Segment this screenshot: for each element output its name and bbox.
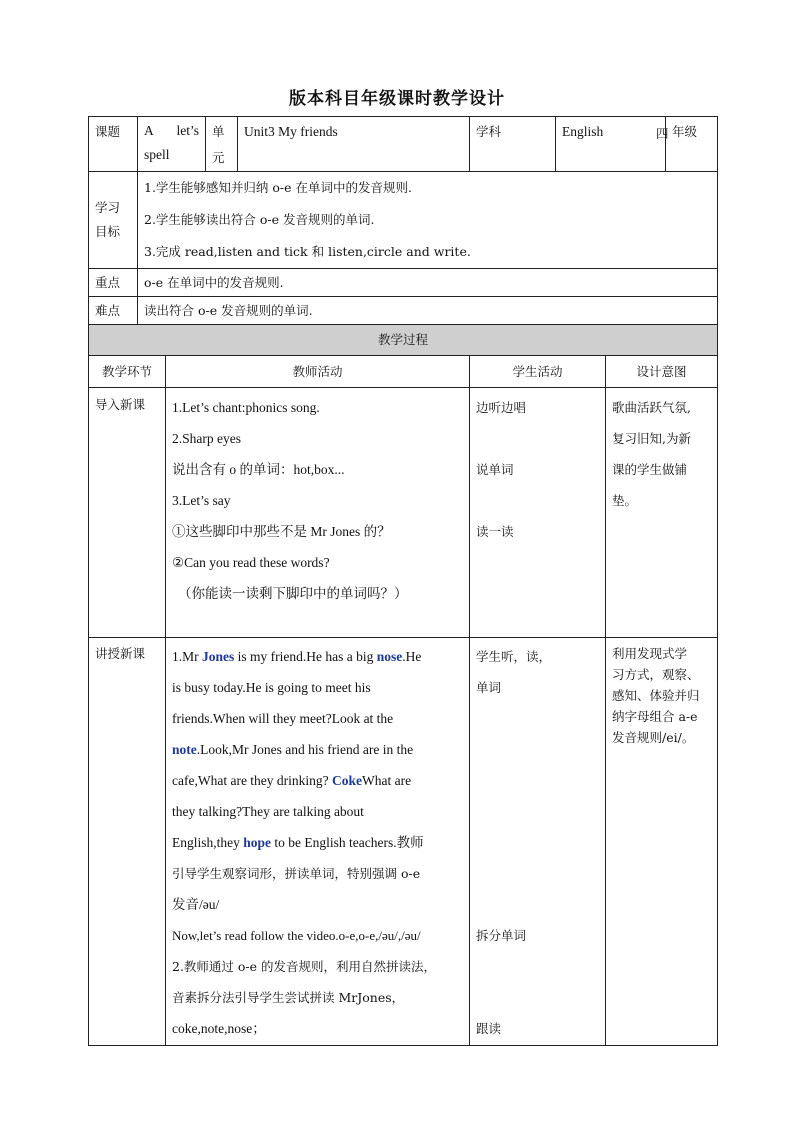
process-header: 教学过程 <box>89 325 718 356</box>
key-point-label: 重点 <box>89 269 138 297</box>
subject-label: 学科 <box>470 117 556 172</box>
objectives-label-2: 目标 <box>95 224 121 239</box>
student-line <box>476 827 599 858</box>
process-header-row <box>89 325 718 356</box>
difficulty-row <box>89 297 718 325</box>
topic-b: let’s <box>176 123 199 138</box>
student-line <box>476 951 599 982</box>
unit-value: Unit3 My friends <box>238 117 470 172</box>
objectives-label-1: 学习 <box>95 200 121 215</box>
teacher-line: 发音/əu/ <box>172 897 220 912</box>
student-line <box>476 765 599 796</box>
col-purpose: 设计意图 <box>606 356 718 388</box>
teacher-activity <box>166 388 470 638</box>
purpose-line: 课的学生做铺 <box>612 462 688 477</box>
teacher-line: note.Look,Mr Jones and his friend are in the <box>172 742 414 757</box>
teacher-line: 引导学生观察词形，拼读单词，特别强调 o-e <box>172 866 421 881</box>
lesson-plan-table <box>88 116 707 1046</box>
objectives-list <box>138 172 718 269</box>
student-line: 学生听，读， <box>476 649 552 664</box>
teacher-line: ①这些脚印中那些不是 Mr Jones 的？ <box>172 524 391 539</box>
purpose-line: 习方式，观察、 <box>612 667 700 682</box>
objectives-row <box>89 172 718 269</box>
student-line: 跟读 <box>476 1021 502 1036</box>
info-row <box>89 117 718 172</box>
student-line <box>476 858 599 889</box>
purpose-line: 垫。 <box>612 493 638 508</box>
col-teacher: 教师活动 <box>166 356 470 388</box>
teacher-line: they talking?They are talking about <box>172 804 364 819</box>
key-point-value: o-e 在单词中的发音规则. <box>138 269 718 297</box>
topic-c: spell <box>144 147 170 162</box>
topic-label: 课题 <box>89 117 138 172</box>
keyword-coke: Coke <box>332 773 363 788</box>
teacher-line: friends.When will they meet?Look at the <box>172 711 394 726</box>
teacher-line: ②Can you read these words? <box>172 555 330 570</box>
document-title: 版本科目年级课时教学设计 <box>289 89 505 109</box>
teacher-line: cafe,What are they drinking? CokeWhat are <box>172 773 412 788</box>
keyword-hope: hope <box>243 835 272 850</box>
difficulty-label: 难点 <box>89 297 138 325</box>
teacher-line: 音素拆分法引导学生尝试拼读 MrJones， <box>172 990 405 1005</box>
col-student: 学生活动 <box>470 356 606 388</box>
purpose-line: 纳字母组合 a-e <box>612 709 698 724</box>
purpose-cell <box>606 388 718 638</box>
topic-a: A <box>144 123 154 138</box>
topic-value <box>138 117 206 172</box>
purpose-line: 复习旧知,为新 <box>612 431 691 446</box>
difficulty-value: 读出符合 o-e 发音规则的单词. <box>138 297 718 325</box>
teacher-line: English,they hope to be English teachers.教师 <box>172 835 424 850</box>
objective-item: 1.学生能够感知并归纳 o-e 在单词中的发音规则. <box>144 180 412 195</box>
objective-item: 2.学生能够读出符合 o-e 发音规则的单词. <box>144 212 375 227</box>
student-line <box>476 485 599 516</box>
teacher-line: 1.Mr Jones is my friend.He has a big nose.He <box>172 649 422 664</box>
keyword-jones: Jones <box>202 649 235 664</box>
student-line <box>476 982 599 1013</box>
objective-item: 3.完成 read,listen and tick 和 listen,circle and write. <box>144 244 471 259</box>
stage-cell: 讲授新课 <box>89 638 166 1046</box>
purpose-line: 发音规则/ei/。 <box>612 730 695 745</box>
teacher-line: 说出含有 o 的单词：hot,box... <box>172 462 345 477</box>
student-line: 单词 <box>476 680 502 695</box>
teacher-line: 2.Sharp eyes <box>172 431 241 446</box>
key-point-row <box>89 269 718 297</box>
keyword-nose: nose <box>376 649 403 664</box>
section-row <box>89 388 718 638</box>
student-line <box>476 423 599 454</box>
purpose-cell <box>606 638 718 1046</box>
student-line: 说单词 <box>476 462 514 477</box>
student-activity <box>470 388 606 638</box>
purpose-line: 利用发现式学 <box>612 646 688 661</box>
teacher-line: （你能读一读剩下脚印中的单词吗？） <box>178 586 408 601</box>
subject-value: English <box>556 117 666 172</box>
student-line <box>476 734 599 765</box>
student-line <box>476 703 599 734</box>
teacher-activity <box>166 638 470 1046</box>
student-line <box>476 889 599 920</box>
teacher-line: coke,note,nose； <box>172 1021 266 1036</box>
keyword-note: note <box>172 742 197 757</box>
grade-cell <box>666 117 718 172</box>
unit-label: 单元 <box>206 117 238 172</box>
col-stage: 教学环节 <box>89 356 166 388</box>
teacher-line: 2.教师通过 o-e 的发音规则，利用自然拼读法， <box>172 959 437 974</box>
teacher-line: 3.Let’s say <box>172 493 231 508</box>
grade-label: 年级 <box>672 124 698 139</box>
purpose-line: 歌曲活跃气氛, <box>612 400 691 415</box>
teacher-line: 1.Let’s chant:phonics song. <box>172 400 320 415</box>
section-row <box>89 638 718 1046</box>
teacher-line: is busy today.He is going to meet his <box>172 680 371 695</box>
student-line: 拆分单词 <box>476 928 527 943</box>
purpose-line: 感知、体验并归 <box>612 688 700 703</box>
student-activity <box>470 638 606 1046</box>
grade-value: 四 <box>656 126 669 141</box>
student-line: 边听边唱 <box>476 400 527 415</box>
column-header-row <box>89 356 718 388</box>
student-line <box>476 796 599 827</box>
student-line: 读一读 <box>476 524 514 539</box>
objectives-label <box>89 172 138 269</box>
stage-cell: 导入新课 <box>89 388 166 638</box>
teacher-line: Now,let’s read follow the video.o-e,o-e,/əu/,/əu/ <box>172 928 421 943</box>
